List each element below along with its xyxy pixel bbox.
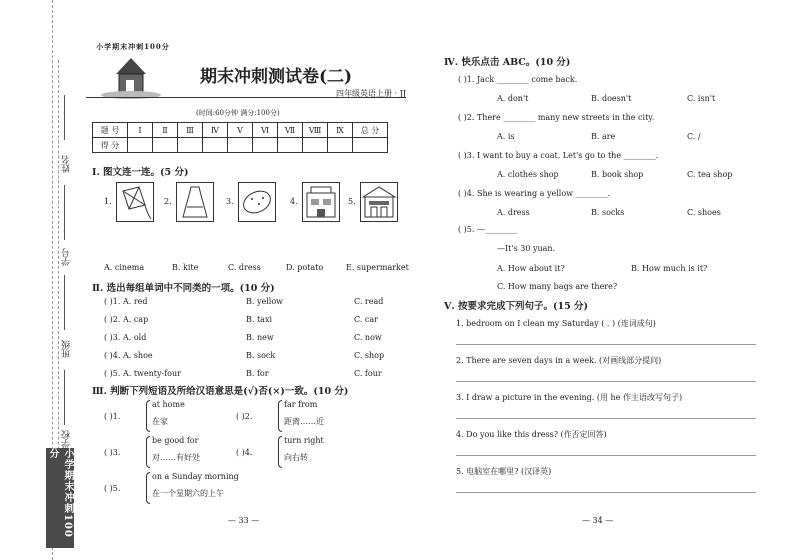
sec2-option-b: B. for: [246, 369, 269, 378]
sec3-english: far from: [284, 400, 318, 409]
score-input-cell[interactable]: [303, 138, 328, 153]
sec3-english: be good for: [152, 436, 199, 445]
sec4-option-b: B. are: [591, 132, 616, 141]
sec1-num: 1.: [104, 197, 112, 206]
sec3-chinese: 对……有好处: [152, 453, 200, 462]
sec4-q5-option-a: A. How about it?: [497, 264, 565, 273]
id-label: 学号: [62, 248, 72, 266]
sec5-heading: Ⅴ. 按要求完成下列句子。(15 分): [444, 301, 589, 312]
sec4-option-a: A. don't: [497, 94, 529, 103]
sec2-option-c: C. shop: [354, 351, 385, 360]
sec2-question: ( )3. A. old: [104, 333, 147, 342]
sec1-num: 5.: [348, 197, 356, 206]
score-input-cell[interactable]: [203, 138, 228, 153]
score-header-cell: Ⅰ: [128, 123, 153, 138]
score-header-cell: Ⅷ: [303, 123, 328, 138]
score-table: [92, 122, 388, 153]
score-input-cell[interactable]: [128, 138, 153, 153]
score-header-cell: Ⅴ: [228, 123, 253, 138]
score-label-cell: 得 分: [93, 138, 128, 153]
sec3-brace: [146, 400, 150, 432]
score-header-row: [93, 123, 388, 138]
sec3-brace: [146, 472, 150, 504]
score-header-cell: 总 分: [353, 123, 388, 138]
sec4-question-stem: ( )1. Jack ________ come back.: [458, 75, 578, 84]
sec3-item-number: ( )1.: [104, 412, 121, 421]
sec3-item-number: ( )3.: [104, 448, 121, 457]
sec3-brace: [278, 400, 282, 432]
answer-line[interactable]: [456, 418, 756, 419]
sec4-option-a: A. dress: [497, 208, 530, 217]
score-value-row: [93, 138, 388, 153]
kite-picture: [116, 182, 154, 222]
supermarket-picture: [360, 182, 398, 222]
answer-line[interactable]: [456, 381, 756, 382]
sec4-option-c: C. tea shop: [687, 170, 733, 179]
class-label: 班级: [62, 340, 72, 358]
answer-line[interactable]: [456, 344, 756, 345]
sec2-question: ( )4. A. shoe: [104, 351, 153, 360]
class-line: [64, 275, 65, 330]
answer-line[interactable]: [456, 492, 756, 493]
score-input-cell[interactable]: [253, 138, 278, 153]
logo-text: 小学期末冲刺100分: [96, 42, 170, 51]
sec5-item: 4. Do you like this dress? (作否定回答): [456, 430, 607, 439]
score-input-cell[interactable]: [328, 138, 353, 153]
school-label: 学校: [62, 430, 72, 448]
sec3-brace: [146, 436, 150, 468]
score-input-cell[interactable]: [153, 138, 178, 153]
score-header-cell: Ⅸ: [328, 123, 353, 138]
sec4-option-c: C. /: [687, 132, 701, 141]
sec1-heading: Ⅰ. 图文连一连。(5 分): [92, 167, 189, 178]
sec2-option-b: B. taxi: [246, 315, 273, 324]
sec4-heading: Ⅳ. 快乐点击 ABC。(10 分): [444, 57, 571, 68]
score-input-cell[interactable]: [353, 138, 388, 153]
school-line: [64, 370, 65, 425]
score-header-cell: Ⅵ: [253, 123, 278, 138]
sec4-option-c: C. shoes: [687, 208, 721, 217]
sec4-option-c: C. isn't: [687, 94, 716, 103]
sec2-option-c: C. four: [354, 369, 382, 378]
answer-line[interactable]: [456, 455, 756, 456]
sec2-option-c: C. car: [354, 315, 378, 324]
sec5-item: 2. There are seven days in a week. (对画线部分提问): [456, 356, 662, 365]
sidebar-banner: 小学期末冲刺100分: [46, 448, 74, 548]
sec4-option-a: A. clothes shop: [497, 170, 559, 179]
sec3-chinese: 向右转: [284, 453, 308, 462]
sec4-option-b: B. book shop: [591, 170, 644, 179]
sec1-option: E. supermarket: [346, 263, 409, 272]
sec4-option-b: B. doesn't: [591, 94, 632, 103]
sec4-option-a: A. is: [497, 132, 515, 141]
sec3-heading: Ⅲ. 判断下列短语及所给汉语意思是(√)否(×)一致。(10 分): [92, 386, 349, 397]
subtitle: 四年级英语上册 · JJ: [336, 89, 407, 98]
score-header-cell: Ⅳ: [203, 123, 228, 138]
sec4-question-stem: ( )4. She is wearing a yellow ________.: [458, 189, 611, 198]
page-number-left: — 33 —: [228, 516, 260, 525]
binding-sidebar: [0, 0, 46, 560]
score-input-cell[interactable]: [278, 138, 303, 153]
score-header-cell: Ⅲ: [178, 123, 203, 138]
sec2-question: ( )5. A. twenty-four: [104, 369, 181, 378]
sec4-question-stem: ( )2. There ________ many new streets in the city.: [458, 113, 655, 122]
id-line: [64, 185, 65, 240]
sec3-item-number: ( )4.: [236, 448, 253, 457]
sec1-num: 3.: [226, 197, 234, 206]
sec3-item-number: ( )5.: [104, 484, 121, 493]
sec1-option: C. dress: [228, 263, 261, 272]
sec3-item-number: ( )2.: [236, 412, 253, 421]
page-title: 期末冲刺测试卷(二): [200, 67, 353, 87]
sec2-option-b: B. sock: [246, 351, 276, 360]
sec2-option-c: C. read: [354, 297, 384, 306]
sec1-option: B. kite: [172, 263, 199, 272]
sec5-item: 5. 电脑室在哪里? (汉译英): [456, 467, 552, 476]
sec3-chinese: 在一个星期六的上午: [152, 489, 224, 498]
score-header-cell: Ⅱ: [153, 123, 178, 138]
sec4-q5-reply: —It's 30 yuan.: [497, 244, 556, 253]
sec3-english: on a Sunday morning: [152, 472, 239, 481]
sec4-q5-stem: ( )5. —________: [458, 225, 517, 234]
sec4-q5-option-c: C. How many bags are there?: [497, 282, 618, 291]
sec3-chinese: 在家: [152, 417, 168, 426]
dress-picture: [176, 182, 214, 222]
score-input-cell[interactable]: [178, 138, 203, 153]
potato-picture: [238, 182, 276, 222]
sec3-english: turn right: [284, 436, 324, 445]
sec1-num: 2.: [164, 197, 172, 206]
sec3-brace: [278, 436, 282, 468]
page-number-right: — 34 —: [582, 516, 614, 525]
time-score: (时间:60分钟 满分:100分): [196, 109, 280, 117]
logo: [86, 40, 176, 100]
name-line: [64, 95, 65, 140]
sec4-option-b: B. socks: [591, 208, 625, 217]
sec2-heading: Ⅱ. 选出每组单词中不同类的一项。(10 分): [92, 283, 275, 294]
sec2-option-c: C. now: [354, 333, 382, 342]
sec1-num: 4.: [290, 197, 298, 206]
name-label: 姓名: [62, 155, 72, 173]
sec3-chinese: 距离……近: [284, 417, 324, 426]
cinema-picture: [302, 182, 340, 222]
sec2-question: ( )1. A. red: [104, 297, 148, 306]
sec4-q5-option-b: B. How much is it?: [631, 264, 708, 273]
sec1-option: A. cinema: [104, 263, 145, 272]
score-header-cell: Ⅶ: [278, 123, 303, 138]
score-input-cell[interactable]: [228, 138, 253, 153]
score-header-cell: 题 号: [93, 123, 128, 138]
sec1-option: D. potato: [286, 263, 324, 272]
sec5-item: 1. bedroom on I clean my Saturday ( . ) (连词成句): [456, 319, 656, 328]
sec2-option-b: B. yellow: [246, 297, 283, 306]
sec3-english: at home: [152, 400, 185, 409]
sec5-item: 3. I draw a picture in the evening. (用 he 作主语改写句子): [456, 393, 683, 402]
sec4-question-stem: ( )3. I want to buy a coat. Let's go to the ________.: [458, 151, 659, 160]
sec2-question: ( )2. A. cap: [104, 315, 149, 324]
sec2-option-b: B. new: [246, 333, 274, 342]
